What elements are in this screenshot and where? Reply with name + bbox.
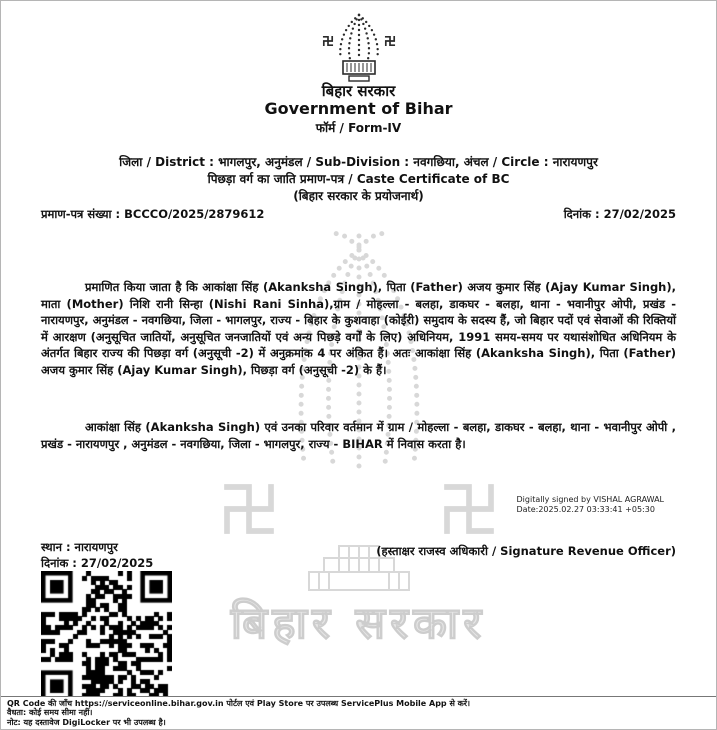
title-english: Government of Bihar	[264, 99, 453, 118]
title-hindi: बिहार सरकार	[321, 82, 396, 100]
qr-code	[41, 571, 172, 702]
place-date-block	[41, 539, 153, 571]
place-line: स्थान : नारायणपुर	[41, 540, 118, 554]
footer-note-qr: QR Code की जाँच https://serviceonline.bihar.gov.in पोर्टल एवं Play Store पर उपलब्ध ServicePlus Mobile App से करें।	[7, 698, 471, 708]
signature-officer-line: (हस्ताक्षर राजस्व अधिकारी / Signature Revenue Officer)	[376, 544, 676, 558]
date-line: दिनांक : 27/02/2025	[41, 556, 154, 570]
footer-notes	[1, 696, 716, 730]
footer-note-validity: वैधता: कोई समय सीमा नहीं।	[7, 708, 93, 717]
district-line: जिला / District : भागलपुर, अनुमंडल / Sub-Division : नवगछिया, अंचल / Circle : नारायणपुर	[119, 155, 598, 169]
footer-note-digilocker: नोट: यह दस्तावेज DigiLocker पर भी उपलब्ध है।	[7, 717, 166, 727]
watermark-text: बिहार सरकार	[230, 598, 487, 649]
certificate-title: पिछड़ा वर्ग का जाति प्रमाण-पत्र / Caste Certificate of BC	[207, 172, 510, 186]
certificate-subtitle: (बिहार सरकार के प्रयोजनार्थ)	[293, 189, 424, 203]
body-paragraph-2: आकांक्षा सिंह (Akanksha Singh) एवं उनका परिवार वर्तमान में ग्राम / मोहल्ला - बलहा, डाकघर - बलहा, थाना - भवानीपुर ओपी , प्रखंड - नारायणपुर , अनुमंडल - नवगछिया, जिला - भागलपुर, राज्य - BIHAR में निवास करता है।	[41, 420, 676, 451]
digital-signature-line2: Date:2025.02.27 03:33:41 +05:30	[516, 505, 655, 514]
body-paragraph-1: प्रमाणित किया जाता है कि आकांक्षा सिंह (Akanksha Singh), पिता (Father) अजय कुमार सिंह (Ajay Kumar Singh), माता (Mother) निशि रानी सिन्हा (Nishi Rani Sinha),ग्राम / मोहल्ला - बलहा, डाकघर - बलहा, थाना - भवानीपुर ओपी, प्रखंड - नारायणपुर, अनुमंडल - नवगछिया, जिला - भागलपुर, राज्य - बिहार के कुशवाहा (कोईरी) समुदाय के सदस्य हैं, जो बिहार पदों एवं सेवाओं की रिक्तियों में आरक्षण (अनुसूचित जातियों, अनुसूचित जनजातियों एवं अन्य पिछड़े वर्गों के लिए) अधिनियम, 1991 समय-समय पर यथासंशोधित अधिनियम के अंतर्गत बिहार राज्य की पिछड़ा वर्ग (अनुसूची -2) में अनुक्रमांक 4 पर अंकित हैं। अतः आकांक्षा सिंह (Akanksha Singh), पिता (Father) अजय कुमार सिंह (Ajay Kumar Singh), पिछड़ा वर्ग (अनुसूची -2) के हैं।	[41, 280, 676, 377]
certificate-date: दिनांक : 27/02/2025	[563, 207, 676, 221]
certificate-meta-row	[41, 207, 676, 222]
form-number: फॉर्म / Form-IV	[315, 121, 402, 135]
certificate-number: प्रमाण-पत्र संख्या : BCCCO/2025/2879612	[41, 207, 265, 221]
digital-signature-block	[517, 495, 664, 515]
digital-signature-line1: Digitally signed by VISHAL AGRAWAL	[516, 495, 664, 504]
bihar-state-emblem	[319, 7, 399, 85]
